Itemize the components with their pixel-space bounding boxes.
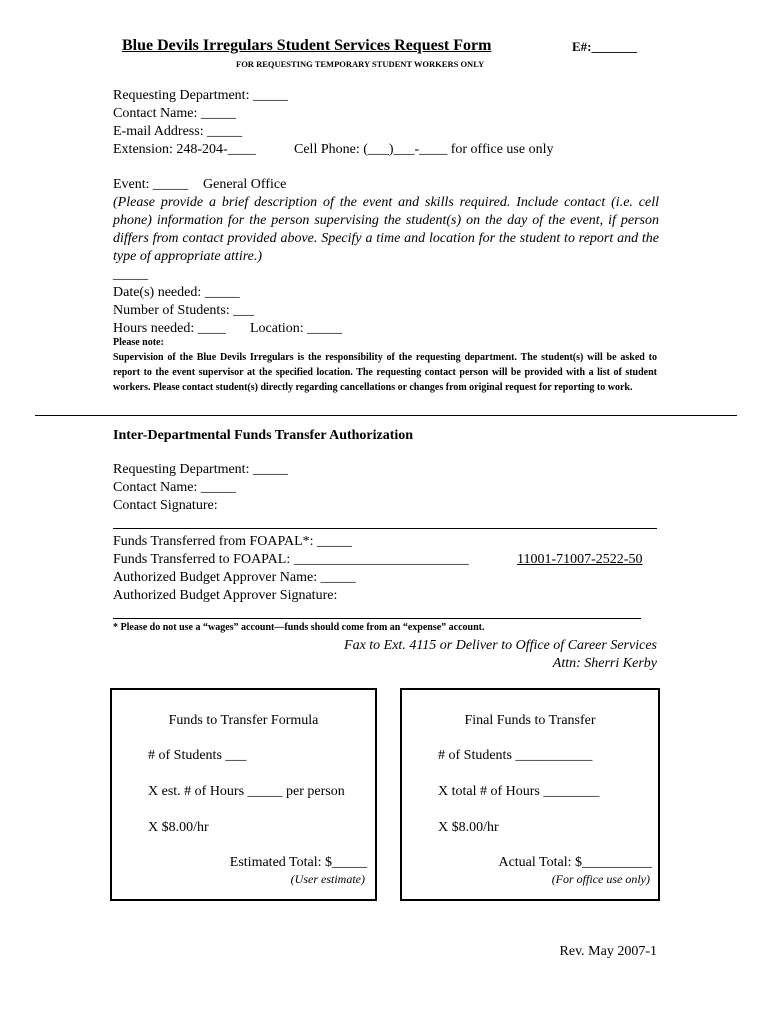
footnote: * Please do not use a “wages” account—funds should come from an “expense” account.	[113, 622, 485, 633]
final-note: (For office use only)	[551, 872, 650, 886]
form-subtitle: FOR REQUESTING TEMPORARY STUDENT WORKERS ONLY	[236, 59, 485, 69]
formula-total: Estimated Total: $_____	[229, 855, 367, 870]
event-field: Event: _____	[113, 177, 189, 192]
approver-signature-line	[113, 618, 641, 619]
extension-field: Extension: 248-204-____	[113, 142, 256, 157]
revision-label: Rev. May 2007-1	[559, 944, 657, 959]
email-field: E-mail Address: _____	[113, 124, 243, 139]
contact-name-field: Contact Name: _____	[113, 106, 236, 121]
signature-line	[113, 528, 657, 529]
cell-phone-field: Cell Phone: (___)___-____ for office use only	[294, 142, 554, 157]
final-hours: X total # of Hours ________	[438, 784, 600, 799]
form-title: Blue Devils Irregulars Student Services Request Form	[122, 37, 492, 54]
event-description-blank: _____	[113, 267, 148, 282]
formula-box	[110, 688, 377, 901]
attention-line: Attn: Sherri Kerby	[552, 656, 657, 671]
formula-note: (User estimate)	[290, 872, 365, 886]
enumber-field: E#:_______	[572, 39, 637, 54]
formula-box-title: Funds to Transfer Formula	[168, 713, 319, 728]
formula-rate: X $8.00/hr	[148, 820, 209, 835]
supervision-note: Supervision of the Blue Devils Irregulars is the responsibility of the requesting department. The student(s) will be asked to report to the event supervisor at the specified location. The requesting contact person will be provided with a list of student workers. Please contact student(s) directly regarding cancellations or changes from original request for reporting to work.	[113, 352, 657, 393]
final-rate: X $8.00/hr	[438, 820, 499, 835]
transfer-department-field: Requesting Department: _____	[113, 462, 288, 477]
formula-hours: X est. # of Hours _____ per person	[148, 784, 345, 799]
final-total: Actual Total: $__________	[498, 855, 652, 870]
transfer-heading: Inter-Departmental Funds Transfer Authorization	[113, 428, 414, 443]
transfer-contact-field: Contact Name: _____	[113, 480, 236, 495]
fax-instructions: Fax to Ext. 4115 or Deliver to Office of Career Services	[344, 638, 657, 653]
funds-from-field: Funds Transferred from FOAPAL*: _____	[113, 534, 353, 549]
hours-needed-field: Hours needed: ____	[113, 321, 226, 336]
final-funds-box	[400, 688, 660, 901]
number-of-students-field: Number of Students: ___	[113, 303, 255, 318]
funds-to-field: Funds Transferred to FOAPAL: _________________________	[113, 552, 469, 567]
final-box-title: Final Funds to Transfer	[464, 713, 596, 728]
section-divider	[35, 415, 737, 416]
dates-needed-field: Date(s) needed: _____	[113, 285, 240, 300]
note-label: Please note:	[113, 337, 164, 348]
approver-name-field: Authorized Budget Approver Name: _____	[113, 570, 356, 585]
event-instructions: (Please provide a brief description of the event and skills required. Include contact (i.e. cell phone) information for the person supervising the student(s) on the day of the event, if person differs from contact provided above. Specify a time and location for the student to report and the type of appropriate attire.)	[113, 195, 659, 264]
final-students: # of Students ___________	[438, 748, 593, 763]
location-field: Location: _____	[250, 321, 343, 336]
approver-signature-field: Authorized Budget Approver Signature:	[113, 588, 338, 603]
requesting-department-field: Requesting Department: _____	[113, 88, 288, 103]
formula-students: # of Students ___	[148, 748, 247, 763]
contact-signature-field: Contact Signature:	[113, 498, 218, 513]
funds-to-value: 11001-71007-2522-50	[517, 552, 643, 567]
event-value: General Office	[203, 177, 287, 192]
